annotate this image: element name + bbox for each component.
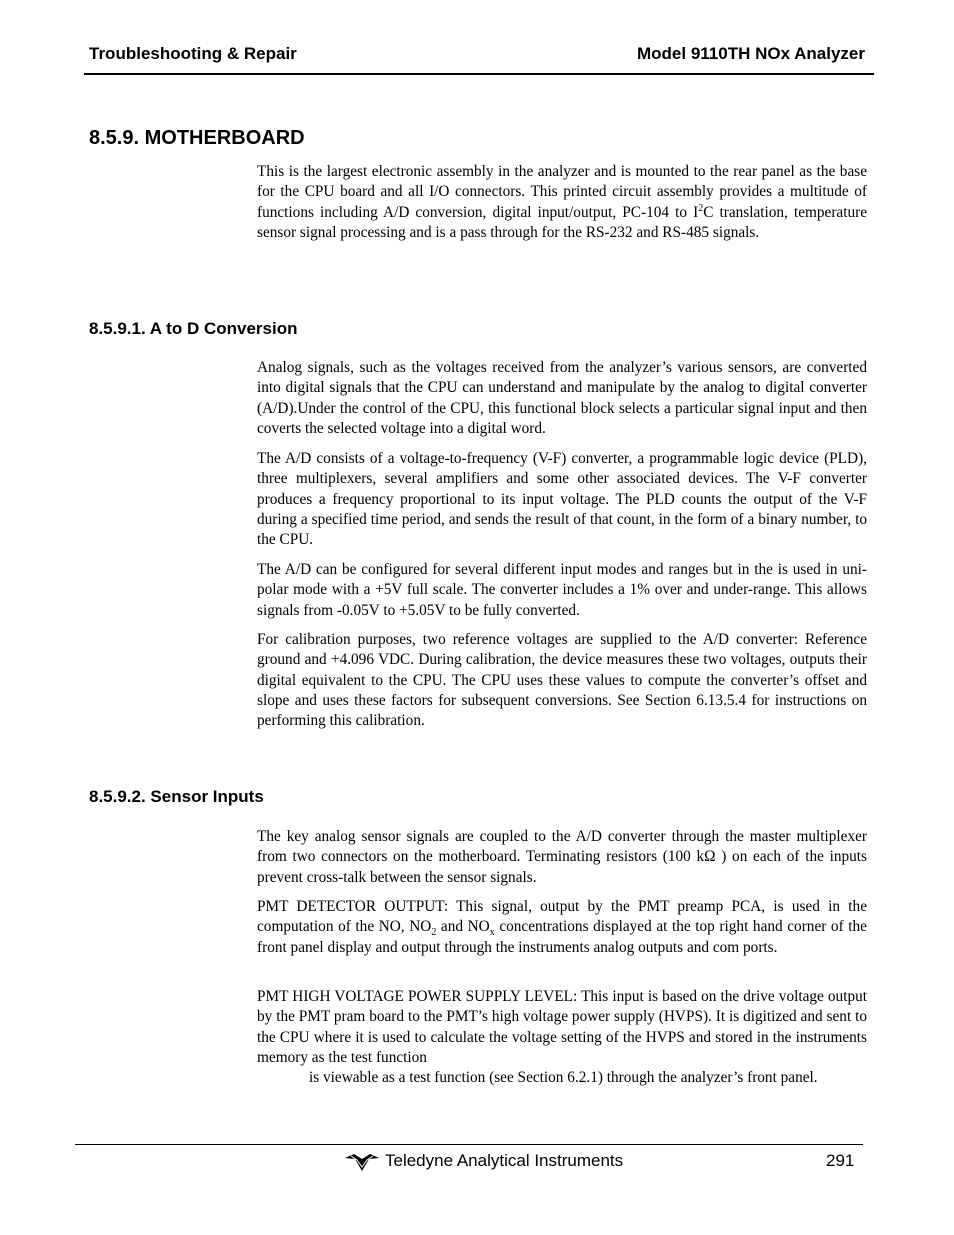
sensor-p2-text-b: and NO — [436, 918, 490, 936]
sensor-paragraph-1: The key analog sensor signals are coupled to the A/D converter through the master multiplexer from two connectors on the motherboard. Terminating resistors (100 kΩ ) on each of the inputs prevent cross-talk between the sensor signals. — [257, 828, 867, 886]
teledyne-logo-icon — [345, 1152, 379, 1172]
intro-paragraph — [257, 162, 867, 243]
ad-paragraph-4: For calibration purposes, two reference voltages are supplied to the A/D converter: Reference ground and +4.096 VDC. During calibration, the device measures these two voltages, outputs their digital equivalent to the CPU. The CPU uses these values to compute the converter’s offset and slope and uses these factors for subsequent conversions. See Section 6.13.5.4 for instructions on performing this calibration. — [257, 631, 867, 730]
sensor-paragraph-3: PMT HIGH VOLTAGE POWER SUPPLY LEVEL: This input is based on the drive voltage output by the PMT pram board to the PMT’s high voltage power supply (HVPS). It is digitized and sent to the CPU where it is used to calculate the voltage setting of the HVPS and stored in the instruments memory as the test function — [257, 988, 867, 1066]
sensor-paragraph-4: is viewable as a test function (see Section 6.2.1) through the analyzer’s front panel. — [309, 1069, 818, 1086]
footer-company: Teledyne Analytical Instruments — [385, 1151, 624, 1170]
sensor-p2-text-c: concentrations displayed at the top right hand corner of the front panel display and output through the instruments analog outputs and com ports. — [257, 918, 867, 956]
sensor-inputs-title: 8.5.9.2. Sensor Inputs — [89, 787, 264, 806]
sensor-p2-text-a: PMT DETECTOR OUTPUT: This signal, output by the PMT preamp PCA, is used in the computation of the NO, NO — [257, 898, 867, 936]
intro-text-2: C translation, temperature sensor signal processing and is a pass through for the RS-232 and RS-485 signals. — [257, 203, 867, 241]
header-rule — [84, 73, 874, 75]
ad-paragraph-1: Analog signals, such as the voltages received from the analyzer’s various sensors, are converted into digital signals that the CPU can understand and manipulate by the analog to digital converter (A/D).Under the control of the CPU, this functional block selects a particular signal input and then coverts the selected voltage into a digital word. — [257, 359, 867, 437]
intro-superscript: 2 — [698, 202, 704, 214]
sensor-p2-sub-1: 2 — [431, 927, 437, 939]
header-left-title: Troubleshooting & Repair — [89, 44, 297, 63]
ad-paragraph-3: The A/D can be configured for several different input modes and ranges but in the is used in uni-polar mode with a +5V full scale. The converter includes a 1% over and under-range. This allows signals from -0.05V to +5.05V to be fully converted. — [257, 561, 867, 619]
ad-conversion-title: 8.5.9.1. A to D Conversion — [89, 319, 298, 338]
intro-text-1: This is the largest electronic assembly in the analyzer and is mounted to the rear panel as the base for the CPU board and all I/O connectors. This printed circuit assembly provides a multitude of functions including A/D conversion, digital input/output, PC-104 to I — [257, 163, 867, 221]
section-title: 8.5.9. MOTHERBOARD — [89, 127, 305, 149]
page-number: 291 — [826, 1151, 855, 1170]
footer-rule — [75, 1144, 863, 1145]
header-right-title: Model 9110TH NOx Analyzer — [636, 44, 865, 63]
sensor-p2-sub-2: x — [489, 927, 495, 939]
ad-paragraph-2: The A/D consists of a voltage-to-frequency (V-F) converter, a programmable logic device (PLD), three multiplexers, several amplifiers and some other associated devices. The V-F converter produces a frequency proportional to its input voltage. The PLD counts the output of the V-F during a specified time period, and sends the result of that count, in the form of a binary number, to the CPU. — [257, 450, 867, 549]
sensor-paragraph-2 — [257, 897, 867, 958]
